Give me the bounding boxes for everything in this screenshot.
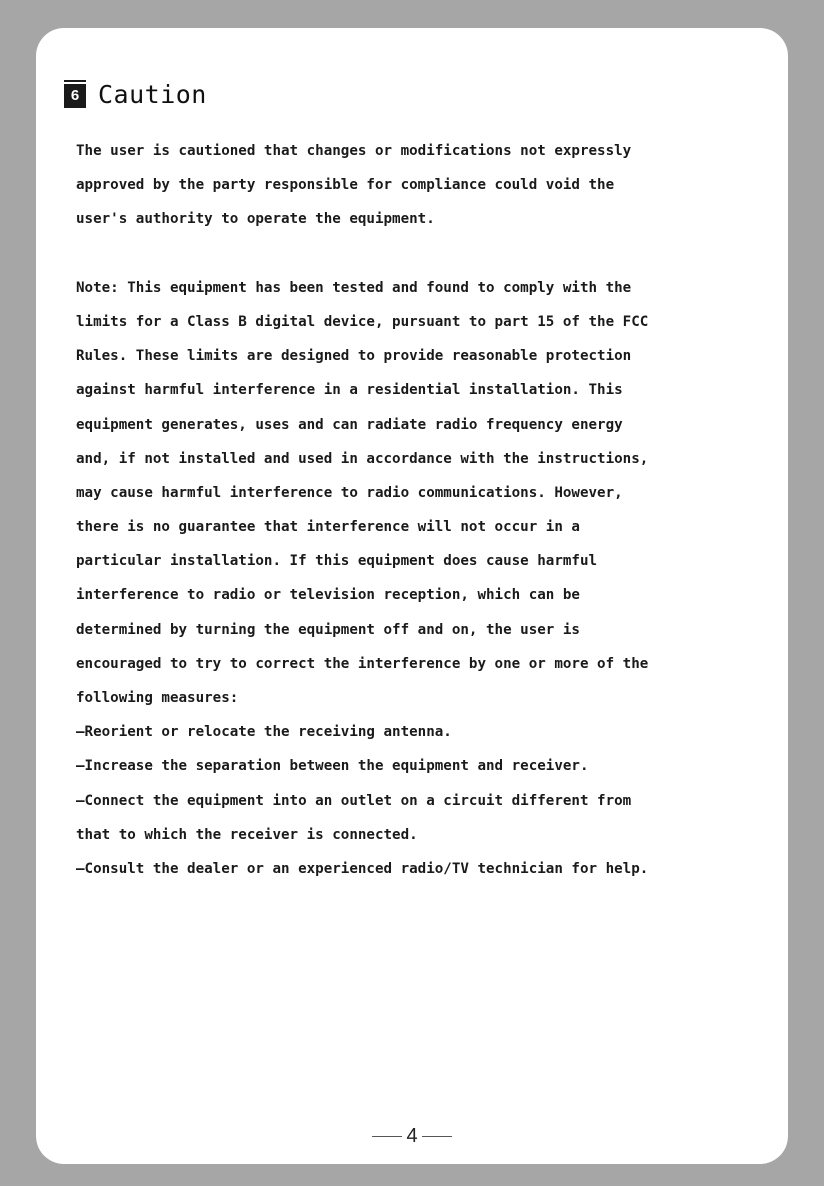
- body-text: [76, 134, 766, 886]
- text-line: Rules. These limits are designed to provide reasonable protection: [76, 348, 632, 365]
- measures-list: [76, 715, 766, 886]
- measure-item: —Consult the dealer or an experienced radio/TV technician for help.: [76, 860, 649, 877]
- text-line: equipment generates, uses and can radiate radio frequency energy: [76, 416, 623, 433]
- text-line: approved by the party responsible for compliance could void the: [76, 177, 615, 194]
- text-line: may cause harmful interference to radio communications. However,: [76, 484, 623, 501]
- measure-item: —Connect the equipment into an outlet on a circuit different from: [76, 792, 632, 809]
- section-number-badge: 6: [64, 82, 86, 108]
- text-line: particular installation. If this equipment does cause harmful: [76, 553, 598, 570]
- measure-item: —Increase the separation between the equipment and receiver.: [76, 758, 589, 775]
- measure-item: —Reorient or relocate the receiving antenna.: [76, 724, 452, 741]
- page-footer: [36, 1125, 788, 1148]
- text-line: The user is cautioned that changes or modifications not expressly: [76, 143, 632, 159]
- paragraph-spacer: [76, 237, 766, 271]
- text-line: limits for a Class B digital device, pursuant to part 15 of the FCC: [76, 313, 649, 330]
- text-line: interference to radio or television reception, which can be: [76, 587, 580, 604]
- text-line: determined by turning the equipment off and on, the user is: [76, 621, 580, 638]
- text-line: Note: This equipment has been tested and found to comply with the: [76, 279, 632, 296]
- section-title: Caution: [98, 80, 207, 109]
- measure-item-continuation: that to which the receiver is connected.: [76, 826, 418, 843]
- document-page: [36, 28, 788, 1164]
- footer-rule-right: [422, 1136, 452, 1137]
- text-line: there is no guarantee that interference will not occur in a: [76, 519, 580, 536]
- text-line: following measures:: [76, 690, 239, 706]
- caution-paragraph: [76, 134, 766, 237]
- section-heading: [64, 80, 207, 109]
- text-line: encouraged to try to correct the interference by one or more of the: [76, 655, 649, 672]
- text-line: user's authority to operate the equipment.: [76, 211, 435, 228]
- footer-rule-left: [372, 1136, 402, 1137]
- text-line: and, if not installed and used in accordance with the instructions,: [76, 450, 649, 467]
- note-paragraph: [76, 271, 766, 715]
- page-number: 4: [406, 1125, 418, 1147]
- text-line: against harmful interference in a residential installation. This: [76, 382, 623, 399]
